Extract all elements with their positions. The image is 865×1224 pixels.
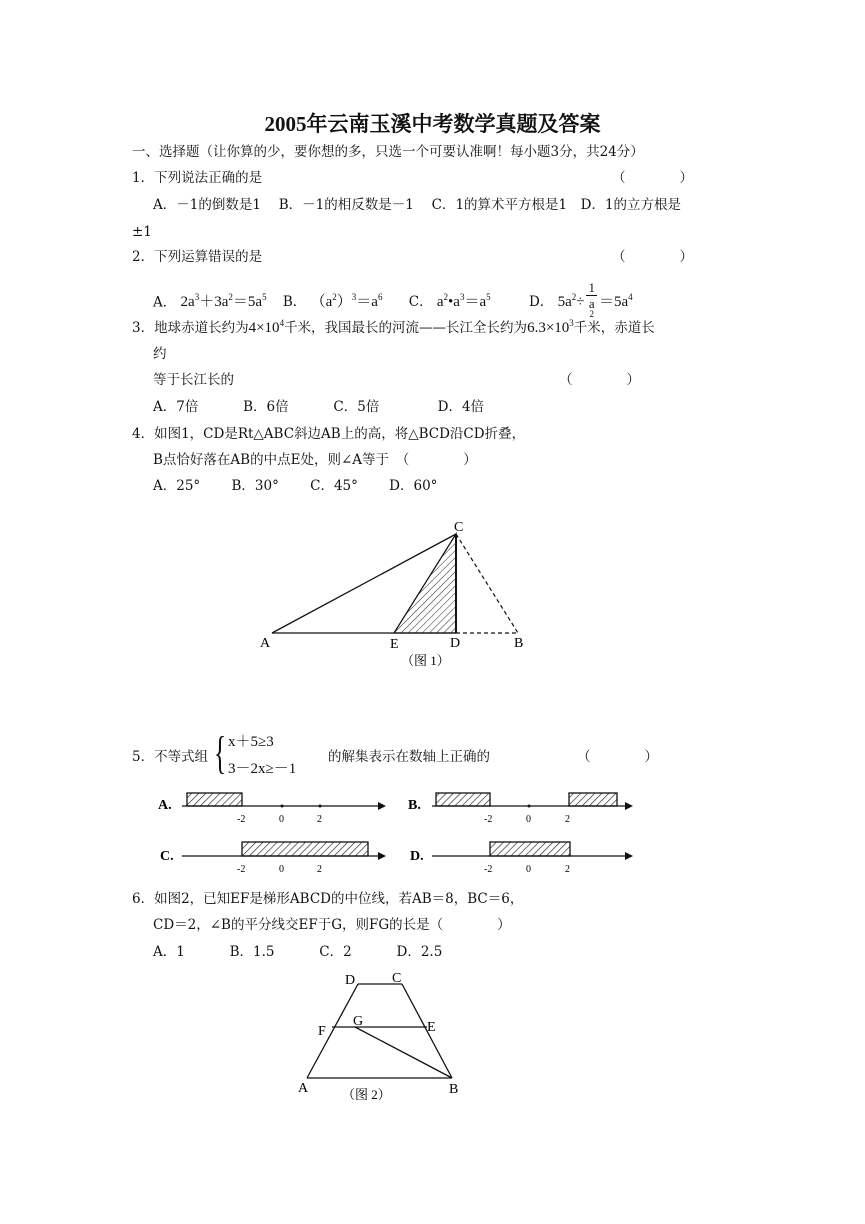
q1-options: A．－1的倒数是1 B．－1的相反数是－1 C．1的算术平方根是1 D．1的立方根是 <box>153 197 682 213</box>
system-brace: { <box>214 727 227 778</box>
segment-cb-dashed <box>456 534 518 633</box>
tick-label: -2 <box>484 814 493 825</box>
q3-stem: 3．地球赤道长约为$4\times 10^4$千米，我国最长的河流——长江全长约为$6.3\times 10^3$千米，赤道长 <box>132 318 655 336</box>
q4-stem: 4．如图1，CD是Rt△ABC斜边AB上的高，将△BCD沿CD折叠， <box>132 426 526 442</box>
choice-c-region <box>242 842 368 856</box>
choice-d-region <box>490 842 570 856</box>
tick-label: 0 <box>279 814 284 825</box>
choice-c-number-line <box>160 842 386 875</box>
label-d: D <box>345 973 356 988</box>
choice-b-number-line <box>408 793 633 825</box>
q1-options-cont: ±1 <box>132 224 152 240</box>
q2-option-b: $(a^2)^3=a^6$ <box>310 292 383 311</box>
q5-stem: 5．不等式组 <box>132 749 209 765</box>
choice-d-label: D. <box>410 849 424 864</box>
label-e: E <box>390 637 399 652</box>
choice-c-label: C. <box>160 849 174 864</box>
q5-inequality-2: 3－2x≥－1 <box>228 761 297 777</box>
q1-answer-paren: （ ） <box>612 170 693 186</box>
q4-options: A．25° B．30° C．45° D．60° <box>153 478 438 494</box>
q2-option-a: $2a^3+3a^2=5a^5$ <box>180 292 267 311</box>
tick-label: 2 <box>317 814 322 825</box>
tick-label: 2 <box>317 864 322 875</box>
tick-label: 0 <box>526 864 531 875</box>
choice-b-label: B. <box>408 798 421 813</box>
q6-stem: 6．如图2，已知EF是梯形ABCD的中位线，若AB＝8，BC＝6， <box>132 891 524 907</box>
label-b: B <box>514 636 524 651</box>
figure-1-caption: （图 1） <box>401 653 450 668</box>
tick-label: 0 <box>526 814 531 825</box>
label-c: C <box>454 520 464 535</box>
tick-label: -2 <box>237 814 246 825</box>
choice-b-region-right <box>569 793 617 806</box>
label-b: B <box>449 1082 459 1097</box>
q2-option-d: $5a^2\div$ 1 a $^2$ $=5a^4$ <box>557 280 633 319</box>
figure-2-caption: （图 2） <box>342 1087 391 1102</box>
q3-answer-paren: （ ） <box>559 372 640 388</box>
label-d: D <box>450 636 461 651</box>
figure-2 <box>290 965 480 1105</box>
q5-stem-tail: 的解集表示在数轴上正确的 <box>328 749 490 765</box>
q5-answer-paren: （ ） <box>577 749 658 765</box>
tick-label: 0 <box>279 864 284 875</box>
q2-option-c: $a^2•a^3=a^5$ <box>436 292 491 311</box>
section-heading: 一、选择题（让你算的少，要你想的多，只选一个可要认准啊！每小题3分，共24分） <box>132 144 644 160</box>
choice-a-region <box>187 793 242 806</box>
label-c: C <box>392 971 402 986</box>
choice-d-number-line <box>410 842 633 875</box>
tick-label: 2 <box>565 864 570 875</box>
tick-label: -2 <box>237 864 246 875</box>
q4-stem-cont: B点恰好落在AB的中点E处，则∠A等于 （ ） <box>153 452 477 468</box>
segment-ad <box>307 984 358 1078</box>
q2-answer-paren: （ ） <box>612 249 693 265</box>
q5-number-lines <box>150 785 640 875</box>
q2-stem: 2．下列运算错误的是 <box>132 249 263 265</box>
tick-label: 2 <box>565 814 570 825</box>
choice-b-region-left <box>436 793 490 806</box>
q2-options: A． $2a^3+3a^2=5a^5$ B． $(a^2)^3=a^6$ C． $a^2•a^3=a^5$ D． $5a^2\div$ 1 a $^2$ $=5a^4$ <box>153 280 633 319</box>
q1-stem: 1．下列说法正确的是 <box>132 170 263 186</box>
label-a: A <box>260 636 271 651</box>
label-g: G <box>353 1014 364 1029</box>
figure-1 <box>250 515 540 675</box>
q6-options: A．1 B．1.5 C．2 D．2.5 <box>153 944 443 960</box>
q3-stem-cont: 约 <box>153 346 167 362</box>
q6-stem-cont: CD＝2，∠B的平分线交EF于G，则FG的长是（ ） <box>153 917 511 933</box>
label-a: A <box>298 1081 309 1096</box>
segment-bg <box>355 1027 452 1078</box>
label-e: E <box>427 1020 436 1035</box>
q5-inequality-1: x＋5≥3 <box>228 734 274 750</box>
choice-a-label: A. <box>158 798 172 813</box>
page-title: 2005年云南玉溪中考数学真题及答案 <box>264 112 601 136</box>
tick-label: -2 <box>484 864 493 875</box>
q3-options: A．7倍 B．6倍 C．5倍 D．4倍 <box>153 399 485 415</box>
triangle-ced-shaded <box>394 534 456 633</box>
label-f: F <box>318 1024 326 1039</box>
choice-a-number-line <box>158 793 386 825</box>
q3-stem-cont2: 等于长江长的 <box>153 372 234 388</box>
